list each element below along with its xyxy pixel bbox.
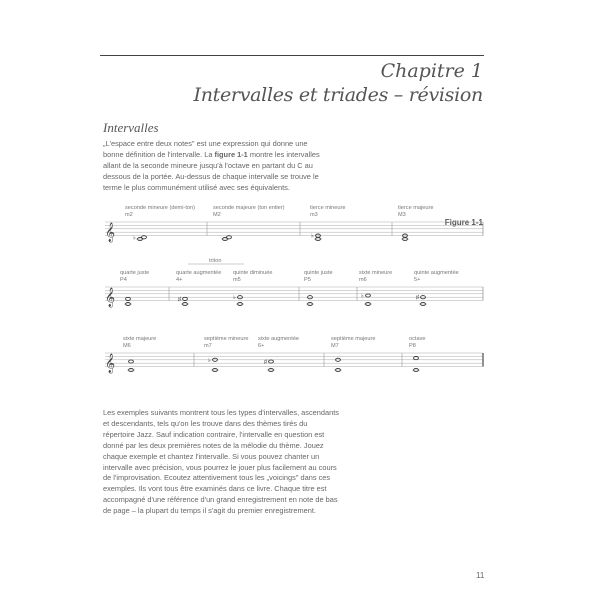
interval-abbr: 5+ <box>414 277 421 283</box>
flat-icon: ♭ <box>311 233 314 240</box>
interval-abbr: 4+ <box>176 277 183 283</box>
interval-abbr: M6 <box>123 343 131 349</box>
note-head <box>227 236 232 239</box>
note-head <box>366 294 371 297</box>
treble-clef-icon: 𝄞 <box>105 287 116 308</box>
interval-abbr: 6+ <box>258 343 265 349</box>
interval-abbr: m5 <box>233 277 241 283</box>
interval-name: octave <box>409 336 426 342</box>
interval-name: tierce majeure <box>398 205 434 211</box>
interval-abbr: M3 <box>398 212 406 218</box>
interval-abbr: P4 <box>120 277 127 283</box>
intro-text-end: montre les intervalles allant de la seconde mineure jusqu'à l'octave en partant du C au dessous de la portée. Au-dessus de chaque intervalle se trouve le terme le plus communément utilisé avec ses équivalents. <box>103 149 320 192</box>
flat-icon: ♭ <box>208 357 211 364</box>
interval-abbr: P8 <box>409 343 416 349</box>
interval-name: seconde majeure (ton entier) <box>213 205 285 211</box>
note-head <box>183 297 188 300</box>
interval-name: sixte augmentée <box>258 336 300 342</box>
interval-abbr: M2 <box>213 212 221 218</box>
triton-label: triton <box>209 258 222 264</box>
figure-label: Figure 1-1 <box>444 218 483 227</box>
intro-text: „L'espace entre deux notes" est une expression qui donne une bonne définition de l'intervalle. La <box>103 139 308 159</box>
flat-icon: ♭ <box>361 293 364 300</box>
flat-icon: ♭ <box>233 295 236 302</box>
sharp-icon: ♯ <box>178 296 181 303</box>
sharp-icon: ♯ <box>416 295 419 302</box>
interval-name: quarte juste <box>120 270 150 276</box>
section-heading: Intervalles <box>103 120 159 135</box>
figure-reference: figure 1-1 <box>214 149 248 159</box>
interval-name: quinte diminuée <box>233 270 273 276</box>
note-head <box>142 236 147 239</box>
interval-name: septième mineure <box>204 336 249 342</box>
interval-name: seconde mineure (demi-ton) <box>125 205 195 211</box>
interval-abbr: m2 <box>125 212 133 218</box>
interval-abbr: m3 <box>310 212 318 218</box>
treble-clef-icon: 𝄞 <box>105 353 116 374</box>
body-paragraph: Les exemples suivants montrent tous les types d'intervalles, ascendants et descendants, tels qu'on les trouve dans des thèmes tirés du répertoire Jazz. Sauf indication contraire, l'intervalle en question est donné par les deux premières notes de la mélodie du thème. Jouez chaque exemple et chantez l'intervalle. Si vous pouvez chanter un intervalle avec précision, vous pourrez le jouer plus facilement au cours de l'improvisation. Ecoutez attentivement tous les „voicings" dans ces exemples. Ils vont tous être examinés dans ce livre. Chaque titre est accompagné d'une référence d'un grand enregistrement en note de bas de page – la plupart du temps il s'agit du premier enregistrement. <box>103 408 339 516</box>
note-head <box>126 297 131 300</box>
interval-name: tierce mineure <box>310 205 346 211</box>
interval-abbr: m7 <box>204 343 212 349</box>
interval-abbr: P5 <box>304 277 311 283</box>
flat-icon: ♭ <box>133 235 136 242</box>
interval-name: sixte mineure <box>359 270 393 276</box>
sharp-icon: ♯ <box>264 359 267 366</box>
interval-name: quarte augmentée <box>176 270 222 276</box>
interval-abbr: m6 <box>359 277 367 283</box>
chapter-title: Intervalles et triades – révision <box>193 84 483 106</box>
note-head <box>269 360 274 363</box>
page-number: 11 <box>476 571 485 580</box>
treble-clef-icon: 𝄞 <box>105 222 116 243</box>
interval-name: sixte majeure <box>123 336 157 342</box>
note-head <box>129 360 134 363</box>
interval-name: septième majeure <box>331 336 376 342</box>
note-head <box>414 357 419 360</box>
interval-name: quinte juste <box>304 270 333 276</box>
interval-name: quinte augmentée <box>414 270 459 276</box>
chapter-number: Chapitre 1 <box>380 60 483 82</box>
interval-abbr: M7 <box>331 343 339 349</box>
